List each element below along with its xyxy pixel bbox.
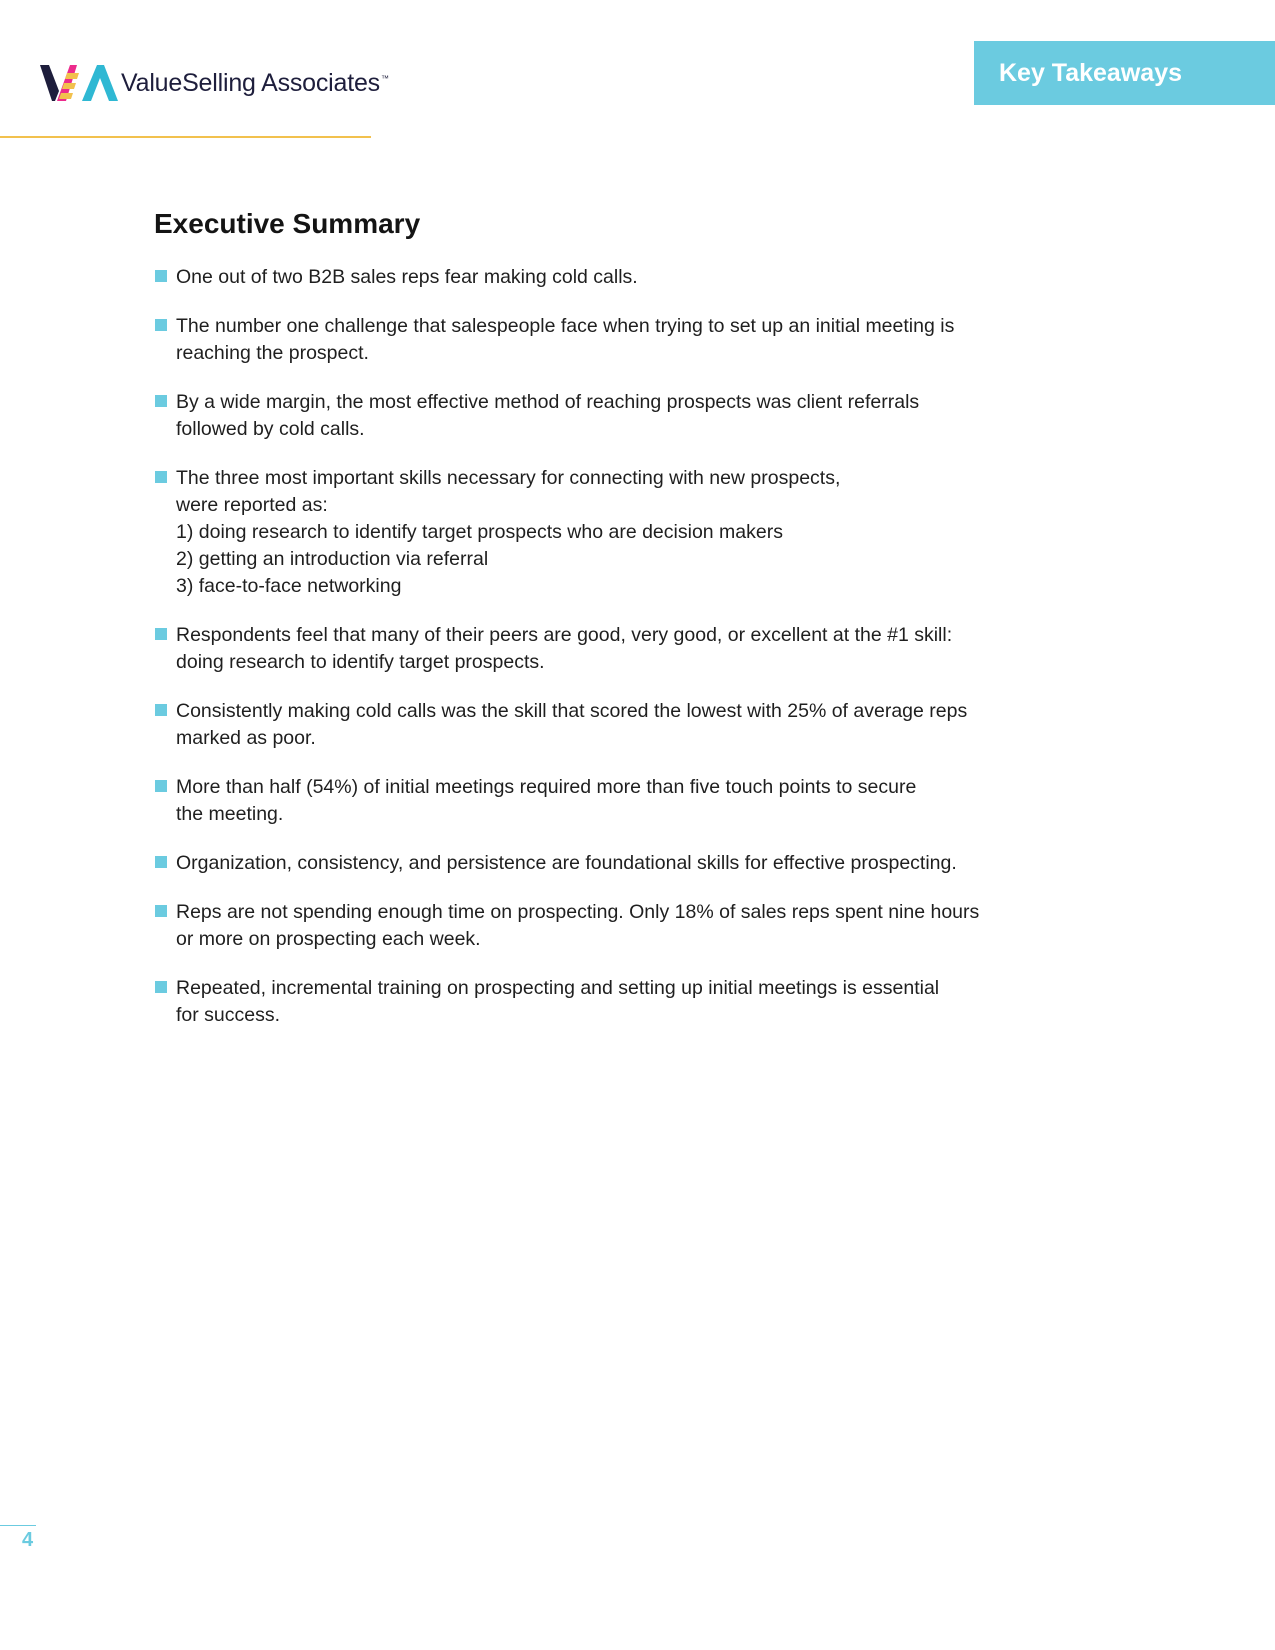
list-item xyxy=(154,899,1024,953)
logo-trademark: ™ xyxy=(381,74,389,84)
list-item-line: Consistently making cold calls was the skill that scored the lowest with 25% of average reps xyxy=(176,700,968,722)
list-item-line: By a wide margin, the most effective method of reaching prospects was client referrals xyxy=(176,391,920,413)
vsa-logo-mark-icon xyxy=(40,63,118,103)
page-number-divider xyxy=(0,1525,36,1526)
page-number: 4 xyxy=(22,1529,34,1551)
list-item-line: Organization, consistency, and persistence are foundational skills for effective prospecting. xyxy=(176,852,957,874)
list-item-line: marked as poor. xyxy=(176,727,316,749)
square-bullet-icon xyxy=(155,270,167,282)
list-item-line: 3) face-to-face networking xyxy=(176,575,402,597)
list-item xyxy=(154,850,1024,877)
summary-list xyxy=(154,264,1024,1051)
list-item xyxy=(154,465,1024,600)
square-bullet-icon xyxy=(155,471,167,483)
logo-wordmark-text: ValueSelling Associates xyxy=(121,68,380,97)
list-item xyxy=(154,622,1024,676)
list-item-line: Reps are not spending enough time on prospecting. Only 18% of sales reps spent nine hours xyxy=(176,901,980,923)
list-item-line: were reported as: xyxy=(176,494,328,516)
logo-underline-divider xyxy=(0,136,371,138)
list-item-line: Respondents feel that many of their peers are good, very good, or excellent at the #1 skill: xyxy=(176,624,953,646)
list-item xyxy=(154,698,1024,752)
logo-wordmark xyxy=(121,69,389,98)
square-bullet-icon xyxy=(155,395,167,407)
list-item-line: followed by cold calls. xyxy=(176,418,365,440)
list-item-line: or more on prospecting each week. xyxy=(176,928,481,950)
list-item xyxy=(154,264,1024,291)
list-item-line: One out of two B2B sales reps fear making cold calls. xyxy=(176,266,638,288)
page-title: Executive Summary xyxy=(154,208,421,239)
list-item-line: 2) getting an introduction via referral xyxy=(176,548,489,570)
list-item-line: The number one challenge that salespeople face when trying to set up an initial meeting is xyxy=(176,315,955,337)
square-bullet-icon xyxy=(155,780,167,792)
list-item-line: Repeated, incremental training on prospecting and setting up initial meetings is essential xyxy=(176,977,940,999)
company-logo xyxy=(40,63,389,103)
square-bullet-icon xyxy=(155,319,167,331)
list-item xyxy=(154,389,1024,443)
list-item xyxy=(154,313,1024,367)
list-item xyxy=(154,774,1024,828)
list-item-line: The three most important skills necessary for connecting with new prospects, xyxy=(176,467,841,489)
square-bullet-icon xyxy=(155,905,167,917)
list-item-line: More than half (54%) of initial meetings required more than five touch points to secure xyxy=(176,776,917,798)
list-item-line: 1) doing research to identify target prospects who are decision makers xyxy=(176,521,783,543)
list-item xyxy=(154,975,1024,1029)
list-item-line: reaching the prospect. xyxy=(176,342,369,364)
list-item-line: the meeting. xyxy=(176,803,284,825)
list-item-line: doing research to identify target prospects. xyxy=(176,651,545,673)
section-tab: Key Takeaways xyxy=(974,41,1275,105)
list-item-line: for success. xyxy=(176,1004,281,1026)
square-bullet-icon xyxy=(155,981,167,993)
square-bullet-icon xyxy=(155,628,167,640)
square-bullet-icon xyxy=(155,704,167,716)
square-bullet-icon xyxy=(155,856,167,868)
